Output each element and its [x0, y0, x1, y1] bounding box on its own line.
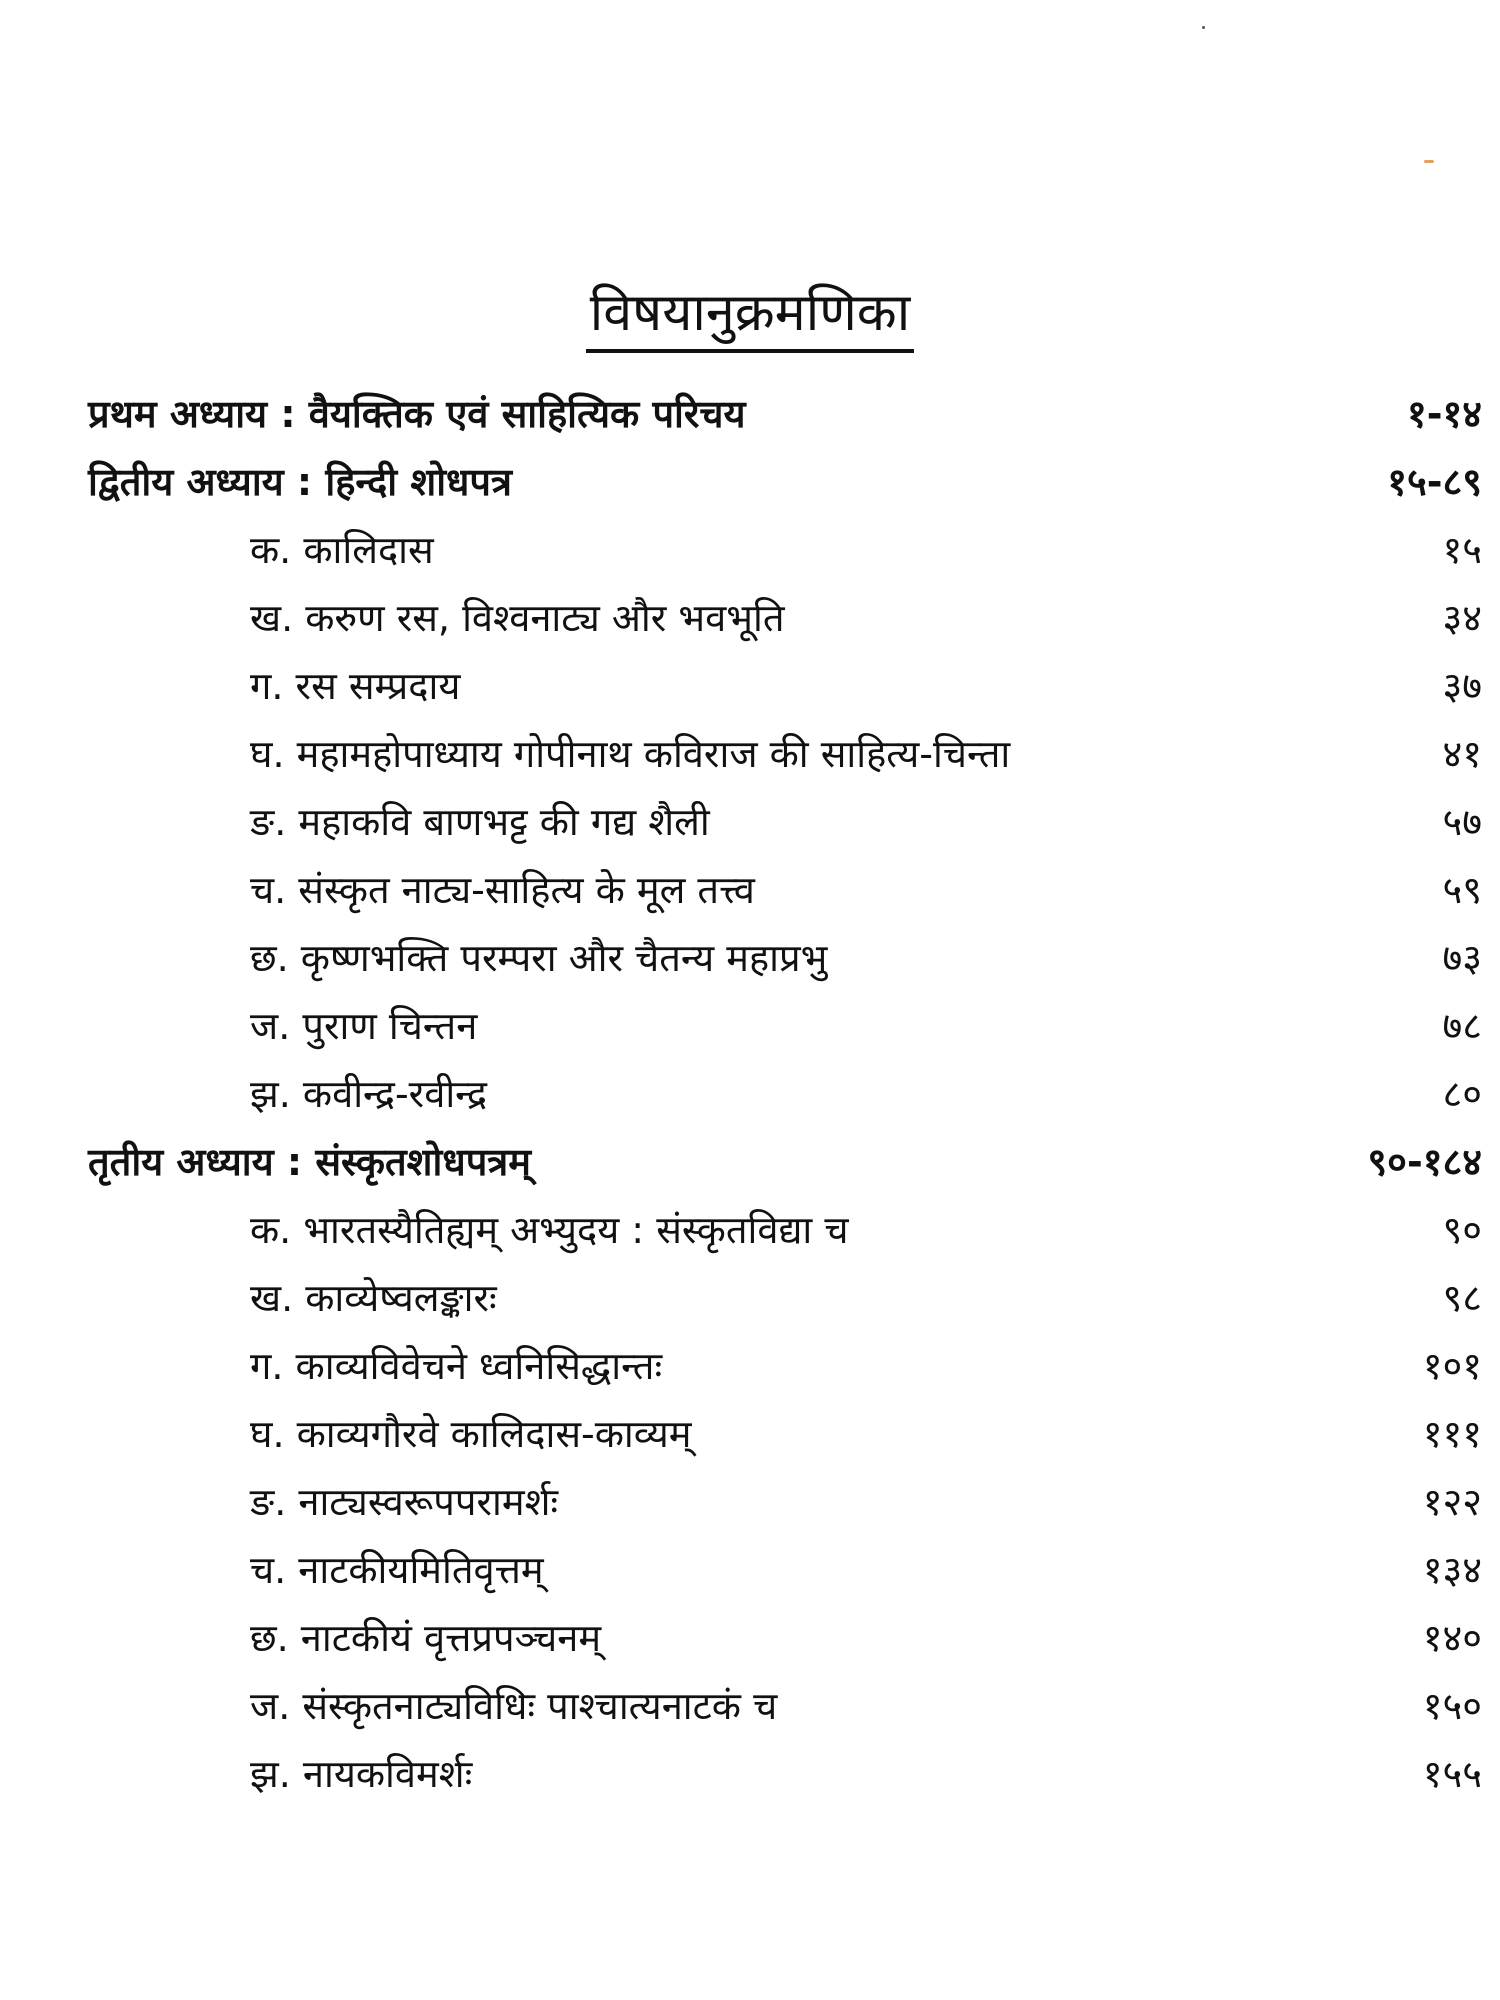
page-number: ९०: [1442, 1208, 1482, 1252]
section-title: च. संस्कृत नाट्य-साहित्य के मूल तत्त्व: [250, 868, 755, 912]
section-title: ज. पुराण चिन्तन: [250, 1004, 478, 1048]
chapter-title: प्रथम अध्याय : वैयक्तिक एवं साहित्यिक परिचय: [88, 392, 746, 436]
page-number: १५५: [1422, 1752, 1482, 1796]
page-number: १५०: [1422, 1684, 1482, 1728]
page-number: १२२: [1422, 1480, 1482, 1524]
page-number: १०१: [1422, 1344, 1482, 1388]
page-number: ८०: [1442, 1072, 1482, 1116]
page-number: ७३: [1442, 936, 1482, 980]
toc-section-row: [0, 720, 1500, 788]
toc-section-row: [0, 1672, 1500, 1740]
toc-section-row: [0, 1060, 1500, 1128]
toc-chapter-row: [0, 380, 1500, 448]
page-number: ९८: [1442, 1276, 1482, 1320]
chapter-title: तृतीय अध्याय : संस्कृतशोधपत्रम्: [88, 1140, 531, 1184]
section-title: क. भारतस्यैतिह्यम् अभ्युदय : संस्कृतविद्या च: [250, 1208, 849, 1252]
toc-section-row: [0, 1536, 1500, 1604]
section-title: छ. कृष्णभक्ति परम्परा और चैतन्य महाप्रभु: [250, 936, 828, 980]
page-number: १११: [1422, 1412, 1482, 1456]
page-number: ४१: [1442, 732, 1482, 776]
page-number: ९०-१८४: [1367, 1140, 1482, 1184]
page-title-text: विषयानुक्रमणिका: [586, 283, 914, 353]
page-number: १-१४: [1406, 392, 1482, 436]
section-title: क. कालिदास: [250, 528, 434, 572]
toc-section-row: [0, 1400, 1500, 1468]
toc-section-row: [0, 1264, 1500, 1332]
section-title: झ. कवीन्द्र-रवीन्द्र: [250, 1072, 488, 1116]
section-title: च. नाटकीयमितिवृत्तम्: [250, 1548, 544, 1592]
page-title: [0, 275, 1500, 346]
scan-speck-orange: [1424, 160, 1434, 163]
section-title: ङ. महाकवि बाणभट्ट की गद्य शैली: [250, 800, 710, 844]
page-number: १५-८९: [1387, 460, 1482, 504]
section-title: छ. नाटकीयं वृत्तप्रपञ्चनम्: [250, 1616, 602, 1660]
page-number: ५७: [1442, 800, 1482, 844]
toc-section-row: [0, 1196, 1500, 1264]
toc-section-row: [0, 1604, 1500, 1672]
toc-section-row: [0, 788, 1500, 856]
toc-section-row: [0, 1332, 1500, 1400]
chapter-title: द्वितीय अध्याय : हिन्दी शोधपत्र: [88, 460, 512, 504]
toc-section-row: [0, 992, 1500, 1060]
section-title: घ. महामहोपाध्याय गोपीनाथ कविराज की साहित्य-चिन्ता: [250, 732, 1011, 776]
section-title: ज. संस्कृतनाट्यविधिः पाश्चात्यनाटकं च: [250, 1684, 778, 1728]
section-title: ख. काव्येष्वलङ्कारः: [250, 1276, 497, 1320]
toc-chapter-row: [0, 448, 1500, 516]
scan-speck: [1202, 26, 1205, 29]
section-title: घ. काव्यगौरवे कालिदास-काव्यम्: [250, 1412, 692, 1456]
page-number: ७८: [1442, 1004, 1482, 1048]
page-number: ३४: [1442, 596, 1482, 640]
section-title: ग. रस सम्प्रदाय: [250, 664, 461, 708]
toc-section-row: [0, 1468, 1500, 1536]
section-title: झ. नायकविमर्शः: [250, 1752, 473, 1796]
toc-section-row: [0, 924, 1500, 992]
page-number: १५: [1442, 528, 1482, 572]
page-number: १३४: [1422, 1548, 1482, 1592]
page-number: ३७: [1442, 664, 1482, 708]
page-number: ५९: [1442, 868, 1482, 912]
toc-section-row: [0, 856, 1500, 924]
section-title: ख. करुण रस, विश्वनाट्य और भवभूति: [250, 596, 785, 640]
toc-section-row: [0, 584, 1500, 652]
toc-section-row: [0, 1740, 1500, 1808]
section-title: ङ. नाट्यस्वरूपपरामर्शः: [250, 1480, 559, 1524]
section-title: ग. काव्यविवेचने ध्वनिसिद्धान्तः: [250, 1344, 663, 1388]
toc-chapter-row: [0, 1128, 1500, 1196]
toc-section-row: [0, 652, 1500, 720]
toc-section-row: [0, 516, 1500, 584]
page-number: १४०: [1422, 1616, 1482, 1660]
